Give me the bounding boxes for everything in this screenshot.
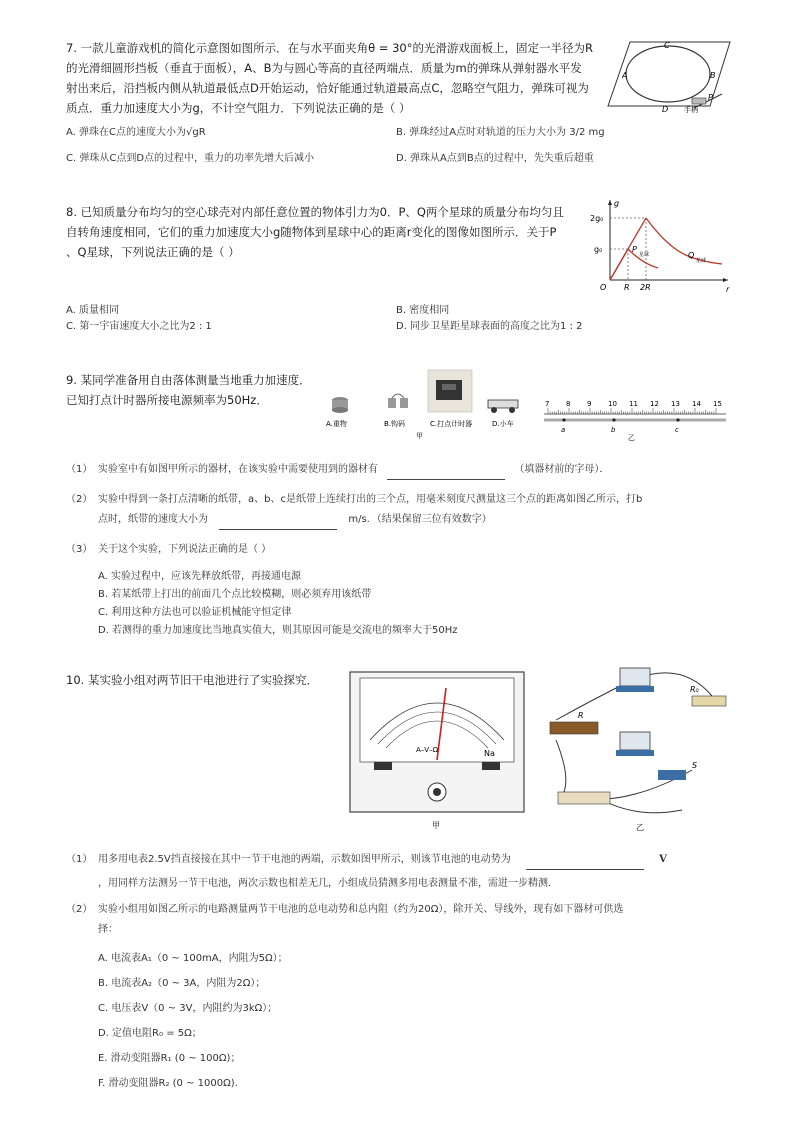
q9-ruler-tick-marks — [545, 400, 722, 414]
q10-sub2-option-e[interactable]: E. 滑动变阻器R₁ (0 ~ 100Ω)； — [98, 1053, 241, 1064]
q9-fig-yi: 乙 — [628, 434, 635, 442]
q10-meter-label: A–V–Ω — [416, 746, 438, 754]
q9-equip-a: A.重物 — [326, 420, 347, 428]
q10-circuit-r0: R₀ — [690, 685, 699, 694]
q7-fig-label-a: A — [622, 71, 628, 80]
q9-point-a: a — [561, 426, 566, 434]
q9-sub2-line-2b: m/s．（结果保留三位有效数字） — [348, 514, 492, 525]
q9-ruler-label: 15 — [713, 400, 722, 408]
q8-option-a[interactable]: A. 质量相同 — [66, 305, 120, 316]
q9-sub1-number: （1） — [66, 464, 93, 475]
q7-option-c[interactable]: C. 弹珠从C点到D点的过程中，重力的功率先增大后减小 — [66, 153, 315, 164]
q10-circuit-r: R — [578, 711, 584, 720]
q9-stem-line-2: 已知打点计时器所接电源频率为50Hz． — [66, 393, 268, 407]
q9-tape-dot-b — [612, 418, 615, 421]
q9-stem-line-1: 9. 某同学准备用自由落体测量当地重力加速度． — [66, 373, 311, 387]
q9-equipment-figure — [322, 368, 528, 440]
q8-stem-line-3: 、Q星球，下列说法正确的是（ ） — [66, 245, 240, 259]
q8-stem-line-1: 8. 已知质量分布均匀的空心球壳对内部任意位置的物体引力为0．P、Q两个星球的质量分布均匀且 — [66, 205, 564, 219]
q8-tick-g0: g₀ — [594, 245, 603, 254]
q7-option-d[interactable]: D. 弹珠从A点到B点的过程中，先失重后超重 — [396, 153, 594, 164]
q8-curve-p-sub: 星球 — [639, 252, 650, 258]
q9-sub3-option-a[interactable]: A. 实验过程中，应该先释放纸带，再接通电源 — [98, 571, 302, 582]
q10-fig-jia: 甲 — [432, 821, 440, 830]
q9-sub1-tail: （填器材前的字母）． — [514, 464, 610, 475]
q8-option-d[interactable]: D. 同步卫星距星球表面的高度之比为1 : 2 — [396, 321, 583, 332]
q9-ruler-label: 12 — [650, 400, 659, 408]
q10-sub1-line-2: ，用同样方法测另一节干电池，两次示数也相差无几，小组成员猜测多用电表测量不准，需进一步精测． — [98, 878, 558, 889]
q9-sub1-answer-blank[interactable] — [387, 479, 505, 480]
q10-sub2-option-c[interactable]: C. 电压表V（0 ~ 3V，内阻约为3kΩ）； — [98, 1003, 278, 1014]
q10-sub1-unit: V — [659, 854, 667, 865]
q9-ruler-label: 8 — [566, 400, 571, 408]
q9-ruler-label: 9 — [587, 400, 592, 408]
q10-sub2-line-1: 实验小组用如图乙所示的电路测量两节干电池的总电动势和总内阻（约为20Ω），除开关、导线外，现有如下器材可供选 — [98, 904, 624, 915]
q8-tick-2r: 2R — [640, 283, 651, 292]
q10-fig-yi: 乙 — [636, 823, 644, 832]
q9-sub3-number: （3） — [66, 544, 93, 555]
q9-tape-dot-a — [562, 418, 565, 421]
q9-ruler-figure — [540, 398, 730, 442]
q7-option-b[interactable]: B. 弹珠经过A点时对轨道的压力大小为 3/2 mg — [396, 127, 605, 138]
q7-stem-line-4: 质点．重力加速度大小为g，不计空气阻力．下列说法正确的是（ ） — [66, 101, 411, 115]
q7-fig-label-b: B — [710, 71, 716, 80]
q8-curve-q-sub: 星球 — [696, 258, 707, 264]
q9-point-c: c — [675, 426, 679, 434]
q8-axis-r: r — [726, 285, 730, 294]
q9-sub2-answer-blank[interactable] — [219, 529, 337, 530]
q8-gravity-graph — [588, 196, 734, 296]
q8-tick-2g0: 2g₀ — [590, 214, 604, 223]
q10-sub2-option-b[interactable]: B. 电流表A₂（0 ~ 3A，内阻为2Ω）； — [98, 978, 266, 989]
q9-ruler-label: 13 — [671, 400, 680, 408]
q9-sub2-line-2a: 点时，纸带的速度大小为 — [98, 514, 208, 525]
q8-option-c[interactable]: C. 第一宇宙速度大小之比为2 : 1 — [66, 321, 212, 332]
q10-multimeter-figure — [346, 670, 528, 834]
q7-stem-line-1: 7. 一款儿童游戏机的简化示意图如图所示．在与水平面夹角θ = 30°的光滑游戏面板上，固定一半径为R — [66, 41, 593, 55]
q10-sub2-line-2: 择： — [98, 924, 118, 935]
q9-tape-dot-c — [676, 418, 679, 421]
q7-stem-line-3: 射出来后，沿挡板内侧从轨道最低点D开始运动，恰好能通过轨道最高点C，忽略空气阻力，弹珠可视为 — [66, 81, 589, 95]
q7-game-board-figure — [602, 36, 734, 114]
q9-point-b: b — [611, 426, 616, 434]
q9-fig-jia: 甲 — [416, 432, 423, 440]
q7-fig-label-d: D — [662, 105, 669, 114]
q9-sub1-text: 实验室中有如图甲所示的器材，在该实验中需要使用到的器材有 — [98, 464, 378, 475]
q9-sub3-option-d[interactable]: D. 若测得的重力加速度比当地真实值大，则其原因可能是交流电的频率大于50Hz — [98, 625, 458, 636]
q7-fig-label-handle: 手柄 — [684, 106, 698, 114]
q7-fig-label-p: P — [708, 93, 713, 102]
q10-stem: 10. 某实验小组对两节旧干电池进行了实验探究． — [66, 673, 318, 687]
q10-meter-na: Na — [484, 749, 495, 758]
q8-curve-p: P — [632, 245, 637, 254]
q7-option-a[interactable]: A. 弹珠在C点的速度大小为√gR — [66, 127, 206, 138]
q9-sub3-option-c[interactable]: C. 利用这种方法也可以验证机械能守恒定律 — [98, 607, 292, 618]
q9-ruler-label: 11 — [629, 400, 638, 408]
q9-sub3-text: 关于这个实验，下列说法正确的是（ ） — [98, 544, 272, 555]
q10-circuit-s: S — [692, 761, 698, 770]
q9-ruler-label: 7 — [545, 400, 550, 408]
q8-option-b[interactable]: B. 密度相同 — [396, 305, 450, 316]
q9-equip-b: B.钩码 — [384, 420, 406, 428]
q9-sub2-line-1: 实验中得到一条打点清晰的纸带，a、b、c是纸带上连续打出的三个点，用毫米刻度尺测量这三个点的距离如图乙所示，打b — [98, 494, 643, 505]
q7-fig-label-c: C — [664, 41, 670, 50]
q9-equip-d: D.小车 — [492, 420, 514, 428]
q8-curve-q: Q — [688, 251, 695, 260]
q10-sub2-option-f[interactable]: F. 滑动变阻器R₂ (0 ~ 1000Ω)． — [98, 1078, 245, 1089]
q8-stem-line-2: 自转角速度相同，它们的重力加速度大小g随物体到星球中心的距离r变化的图像如图所示．关于P — [66, 225, 557, 239]
q9-ruler-label: 14 — [692, 400, 701, 408]
q10-sub1-number: （1） — [66, 854, 93, 865]
q9-ruler-label: 10 — [608, 400, 617, 408]
q9-sub2-number: （2） — [66, 494, 93, 505]
q8-origin: O — [600, 283, 607, 292]
q9-equip-c: C.打点计时器 — [430, 420, 473, 428]
q8-axis-g: g — [614, 199, 620, 208]
q10-sub2-option-a[interactable]: A. 电流表A₁（0 ~ 100mA，内阻为5Ω）； — [98, 953, 288, 964]
q8-tick-r: R — [624, 283, 630, 292]
q10-sub2-option-d[interactable]: D. 定值电阻R₀ = 5Ω； — [98, 1028, 202, 1039]
q10-sub1-line-1: 用多用电表2.5V挡直接接在其中一节干电池的两端，示数如图甲所示，则该节电池的电动势为 — [98, 854, 511, 865]
q7-stem-line-2: 的光滑细圆形挡板（垂直于面板），A、B为与圆心等高的直径两端点．质量为m的弹珠从弹射器水平发 — [66, 61, 582, 75]
q10-sub1-answer-blank[interactable] — [526, 869, 644, 870]
q10-circuit-figure — [532, 660, 738, 836]
q10-sub2-number: （2） — [66, 904, 93, 915]
q9-sub3-option-b[interactable]: B. 若某纸带上打出的前面几个点比较模糊，则必须弃用该纸带 — [98, 589, 372, 600]
